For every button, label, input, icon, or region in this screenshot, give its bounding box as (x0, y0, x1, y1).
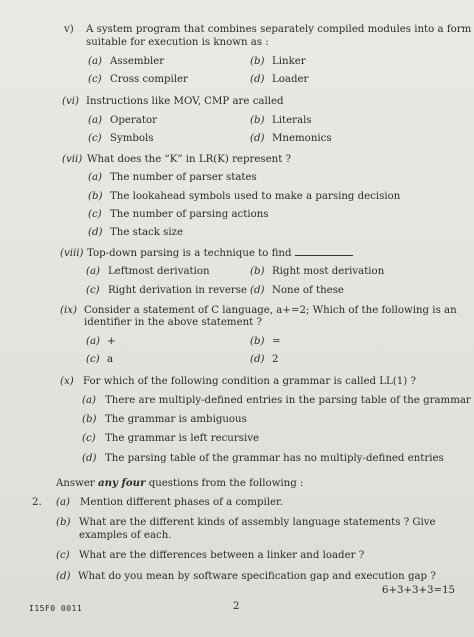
option-text: Linker (272, 56, 306, 67)
option-label: (b) (82, 414, 97, 425)
part-label: (c) (56, 550, 70, 561)
option-text: The grammar is left recursive (105, 433, 260, 444)
question-number: (x) (60, 376, 74, 387)
option-text: Literals (272, 115, 312, 126)
part-text: What are the different kinds of assembly language statements ? Give (79, 517, 436, 528)
option-text: Symbols (110, 133, 154, 144)
option-label: (a) (82, 395, 97, 406)
option-label: (b) (250, 336, 265, 347)
question-number: 2. (32, 497, 42, 508)
option-label: (d) (250, 133, 265, 144)
part-label: (a) (56, 497, 71, 508)
option-label: (d) (82, 453, 97, 464)
option-text: Assembler (110, 56, 165, 67)
marks-total: 6+3+3+3=15 (382, 585, 456, 596)
option-label: (a) (86, 266, 101, 277)
question-number: (vii) (62, 154, 83, 165)
question-number: (vi) (62, 96, 79, 107)
option-label: (c) (86, 354, 100, 365)
question-number: v) (64, 24, 74, 35)
option-text: + (107, 336, 116, 347)
option-label: (d) (250, 74, 265, 85)
option-text: The number of parser states (110, 172, 257, 183)
option-text: Loader (272, 74, 309, 85)
option-text: The grammar is ambiguous (105, 414, 247, 425)
option-label: (b) (250, 266, 265, 277)
paper-code: I15F0 0011 (29, 604, 83, 613)
option-label: (b) (250, 115, 265, 126)
question-text: Instructions like MOV, CMP are called (86, 96, 284, 107)
option-label: (d) (250, 285, 265, 296)
part-label: (d) (56, 571, 71, 582)
part-text: Mention different phases of a compiler. (80, 497, 284, 508)
part-text: What do you mean by software specification gap and execution gap ? (78, 571, 436, 582)
option-label: (c) (88, 133, 102, 144)
option-text: The stack size (110, 227, 184, 238)
option-label: (a) (88, 56, 103, 67)
part-text: examples of each. (79, 530, 172, 541)
option-text: Operator (110, 115, 157, 126)
option-text: Right derivation in reverse (108, 285, 248, 296)
option-label: (d) (88, 227, 103, 238)
option-text: a (107, 354, 114, 365)
option-label: (b) (88, 191, 103, 202)
option-text: The parsing table of the grammar has no multiply-defined entries (105, 453, 444, 464)
question-number: (viii) (60, 248, 84, 259)
question-text: identifier in the above statement ? (84, 317, 262, 328)
part-label: (b) (56, 517, 71, 528)
question-text: Top-down parsing is a technique to find (87, 248, 353, 260)
option-label: (a) (88, 172, 103, 183)
option-text: Right most derivation (272, 266, 385, 277)
question-text: suitable for execution is known as : (86, 37, 269, 48)
question-text: Consider a statement of C language, a+=2; Which of the following is an (84, 305, 457, 316)
option-text: 2 (272, 354, 279, 365)
option-text: None of these (272, 285, 344, 296)
question-text: For which of the following condition a grammar is called LL(1) ? (83, 376, 416, 387)
option-text: The lookahead symbols used to make a parsing decision (110, 191, 401, 202)
option-text: Leftmost derivation (108, 266, 210, 277)
answer-blank (295, 255, 353, 256)
option-text: Mnemonics (272, 133, 332, 144)
part-text: What are the differences between a linker and loader ? (79, 550, 365, 561)
option-label: (a) (86, 336, 101, 347)
answer-instruction: Answer any four questions from the following : (56, 477, 304, 489)
option-text: There are multiply-defined entries in the parsing table of the grammar (105, 395, 471, 406)
question-text: A system program that combines separately compiled modules into a form (86, 24, 472, 35)
option-text: The number of parsing actions (110, 209, 269, 220)
option-label: (d) (250, 354, 265, 365)
option-text: = (272, 336, 281, 347)
option-label: (c) (86, 285, 100, 296)
option-label: (c) (88, 209, 102, 220)
question-number: (ix) (60, 305, 77, 316)
option-label: (c) (88, 74, 102, 85)
page-number: 2 (233, 601, 240, 612)
option-label: (c) (82, 433, 96, 444)
option-label: (b) (250, 56, 265, 67)
option-label: (a) (88, 115, 103, 126)
option-text: Cross compiler (110, 74, 188, 85)
question-text: What does the “K” in LR(K) represent ? (87, 154, 291, 165)
